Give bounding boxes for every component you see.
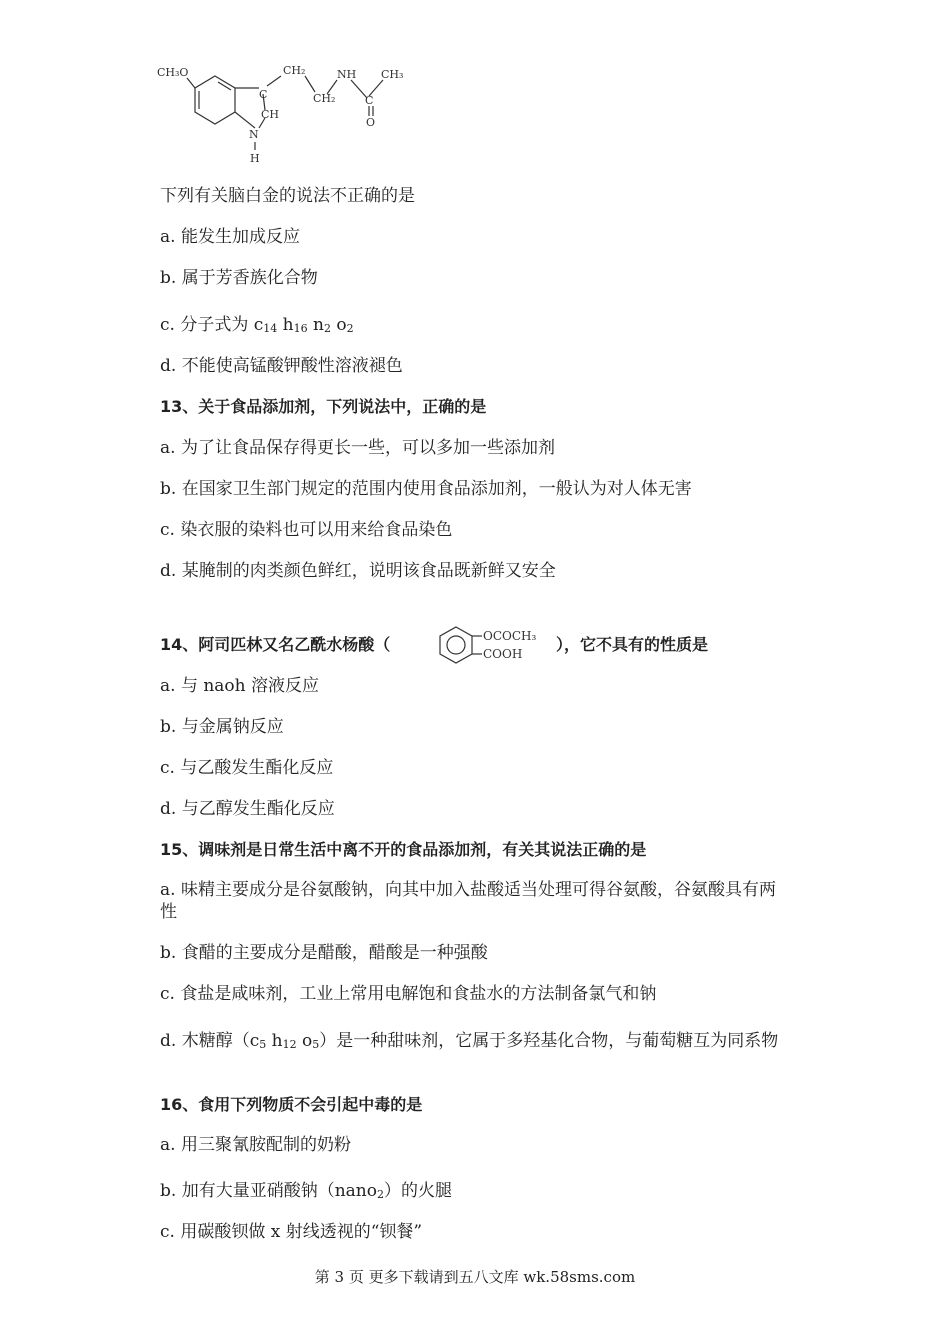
q15-d-suffix: ）是一种甜味剂，它属于多羟基化合物，与葡萄糖互为同系物 [319,1031,779,1051]
q14-option-a: a. 与 naoh 溶液反应 [160,676,320,696]
label-o: O [366,116,376,129]
q16-option-c: c. 用碳酸钡做 x 射线透视的“钡餐” [160,1222,423,1242]
q15-option-c: c. 食盐是咸味剂，工业上常用电解饱和食盐水的方法制备氯气和钠 [160,984,657,1004]
label-ch3o: CH₃O [157,66,189,79]
q12-c-o: o [330,315,347,335]
label-c: C [259,88,268,101]
q16-b-suffix: ）的火腿 [383,1181,452,1201]
q16-b-prefix: b. 加有大量亚硝酸钠（nano [160,1181,377,1201]
q16-option-b [160,1180,452,1206]
q16-option-a: a. 用三聚氰胺配制的奶粉 [160,1135,351,1155]
q13-option-d: d. 某腌制的肉类颜色鲜红，说明该食品既新鲜又安全 [160,561,556,581]
q12-stem: 下列有关脑白金的说法不正确的是 [160,186,415,206]
q12-c-prefix: c. 分子式为 c [160,315,264,335]
q14-stem-right: ），它不具有的性质是 [556,635,709,654]
q12-option-a: a. 能发生加成反应 [160,227,300,247]
q15-d-sub-5a: 5 [259,1038,267,1051]
q15-option-b: b. 食醋的主要成分是醋酸，醋酸是一种强酸 [160,943,488,963]
q14-option-d: d. 与乙醇发生酯化反应 [160,799,335,819]
label-ch2-low: CH₂ [313,92,336,105]
aspirin-label-ococh3: OCOCH₃ [483,629,537,643]
q12-option-c [160,314,354,340]
q13-option-c: c. 染衣服的染料也可以用来给食品染色 [160,520,453,540]
q12-c-n: n [307,315,324,335]
q12-c-h: h [277,315,294,335]
q13-stem: 13、关于食品添加剂，下列说法中，正确的是 [160,397,487,416]
label-ch: CH [261,108,280,121]
q14-option-b: b. 与金属钠反应 [160,717,284,737]
q15-d-h: h [266,1031,283,1051]
q12-c-sub-14: 14 [263,322,278,335]
label-ch3: CH₃ [381,68,404,81]
aspirin-label-cooh: COOH [483,647,523,661]
q15-d-sub-5b: 5 [312,1038,320,1051]
q13-option-a: a. 为了让食品保存得更长一些，可以多加一些添加剂 [160,438,555,458]
q15-d-prefix: d. 木糖醇（c [160,1031,260,1051]
q15-d-o: o [296,1031,313,1051]
q12-c-sub-2b: 2 [346,322,354,335]
q12-option-d: d. 不能使高锰酸钾酸性溶液褪色 [160,356,403,376]
label-nh: NH [337,68,357,81]
q15-stem: 15、调味剂是日常生活中离不开的食品添加剂，有关其说法正确的是 [160,840,647,859]
label-n: N [249,128,259,141]
q15-d-sub-12: 12 [282,1038,297,1051]
q12-c-sub-16: 16 [293,322,308,335]
q16-b-sub-2: 2 [376,1188,384,1201]
aspirin-structure-diagram [436,623,556,669]
q15-option-d [160,1030,790,1056]
q16-stem: 16、食用下列物质不会引起中毒的是 [160,1095,423,1114]
q12-c-sub-2a: 2 [323,322,331,335]
q14-option-c: c. 与乙酸发生酯化反应 [160,758,334,778]
melatonin-structure-diagram [155,62,415,170]
q15-option-a: a. 味精主要成分是谷氨酸钠，向其中加入盐酸适当处理可得谷氨酸，谷氨酸具有两性 [160,880,776,922]
q13-option-b: b. 在国家卫生部门规定的范围内使用食品添加剂，一般认为对人体无害 [160,479,692,499]
page-footer: 第 3 页 更多下载请到五八文库 wk.58sms.com [314,1268,636,1286]
label-ch2-top: CH₂ [283,64,306,77]
label-h: H [250,152,260,165]
label-c2: C [365,94,374,107]
q14-stem-left: 14、阿司匹林又名乙酰水杨酸（ [160,635,391,654]
q12-option-b: b. 属于芳香族化合物 [160,268,318,288]
